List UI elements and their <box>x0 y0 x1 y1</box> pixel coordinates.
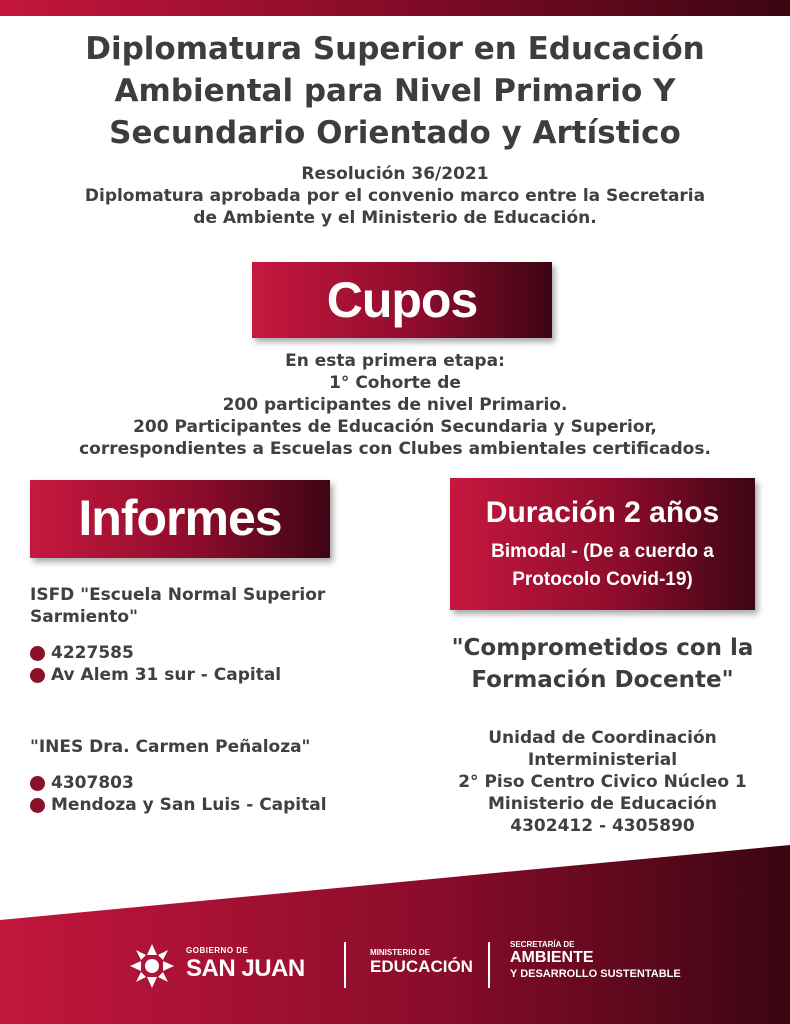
resolution-text: Resolución 36/2021 <box>301 164 489 184</box>
duracion-line: Protocolo Covid-19) <box>512 569 693 590</box>
subtitle-line: Diplomatura aprobada por el convenio marco entre la Secretaria <box>84 186 706 206</box>
subtitle-block <box>30 163 760 229</box>
bullet-icon <box>30 668 45 683</box>
subtitle-line: de Ambiente y el Ministerio de Educación. <box>193 208 597 228</box>
institution-1 <box>30 584 420 686</box>
duracion-line: Bimodal - (De a cuerdo a <box>491 541 714 562</box>
unidad-line: 4302412 - 4305890 <box>510 816 695 836</box>
san-juan-logo <box>126 942 326 990</box>
sun-emblem-icon <box>126 942 178 990</box>
unidad-line: 2° Piso Centro Civico Núcleo 1 <box>458 772 747 792</box>
unidad-line: Interministerial <box>527 750 678 770</box>
secretaria-logo <box>510 940 681 981</box>
address-row <box>30 664 420 686</box>
cupos-line: correspondientes a Escuelas con Clubes ambientales certificados. <box>79 439 711 459</box>
institution-name: ISFD "Escuela Normal Superior <box>30 585 326 605</box>
cupos-line: En esta primera etapa: <box>285 351 505 371</box>
top-accent-bar <box>0 0 790 16</box>
institution-2 <box>30 736 420 816</box>
informes-banner: Informes <box>30 480 330 558</box>
phone-number: 4227585 <box>51 643 134 663</box>
duracion-banner <box>450 478 755 610</box>
address-row <box>30 794 420 816</box>
address-text: Av Alem 31 sur - Capital <box>51 665 282 685</box>
unidad-line: Unidad de Coordinación <box>488 728 717 748</box>
bullet-icon <box>30 798 45 813</box>
cupos-line: 1° Cohorte de <box>329 373 461 393</box>
address-text: Mendoza y San Luis - Capital <box>51 795 327 815</box>
title-line: Diplomatura Superior en Educación <box>85 31 705 67</box>
divider <box>344 942 346 988</box>
sj-big-text: SAN JUAN <box>186 955 305 982</box>
footer-logos <box>0 930 790 1000</box>
cupos-line: 200 Participantes de Educación Secundaria y Superior, <box>133 417 657 437</box>
ministerio-logo <box>370 948 473 977</box>
quote-line: Formación Docente" <box>471 667 734 693</box>
unidad-coordinacion <box>430 727 775 837</box>
cupos-banner: Cupos <box>252 262 552 338</box>
title-line: Secundario Orientado y Artístico <box>109 115 681 151</box>
sec-small-text: SECRETARÍA DE <box>510 940 575 949</box>
institution-name: Sarmiento" <box>30 607 138 627</box>
bullet-icon <box>30 776 45 791</box>
cupos-details <box>30 350 760 460</box>
unidad-line: Ministerio de Educación <box>488 794 717 814</box>
title-line: Ambiental para Nivel Primario Y <box>114 73 676 109</box>
page-title <box>20 28 770 154</box>
sj-small-text: GOBIERNO DE <box>186 946 249 955</box>
quote-line: "Comprometidos con la <box>451 635 754 661</box>
sec-sub-text: Y DESARROLLO SUSTENTABLE <box>510 968 681 980</box>
phone-row <box>30 772 420 794</box>
phone-number: 4307803 <box>51 773 134 793</box>
min-small-text: MINISTERIO DE <box>370 948 431 957</box>
phone-row <box>30 642 420 664</box>
min-big-text: EDUCACIÓN <box>370 957 473 976</box>
divider <box>488 942 490 988</box>
institution-name: "INES Dra. Carmen Peñaloza" <box>30 737 311 757</box>
bullet-icon <box>30 646 45 661</box>
duracion-title: Duración 2 años <box>485 496 720 529</box>
sec-big-text: AMBIENTE <box>510 949 594 966</box>
slogan-quote <box>430 632 775 696</box>
cupos-line: 200 participantes de nivel Primario. <box>222 395 568 415</box>
